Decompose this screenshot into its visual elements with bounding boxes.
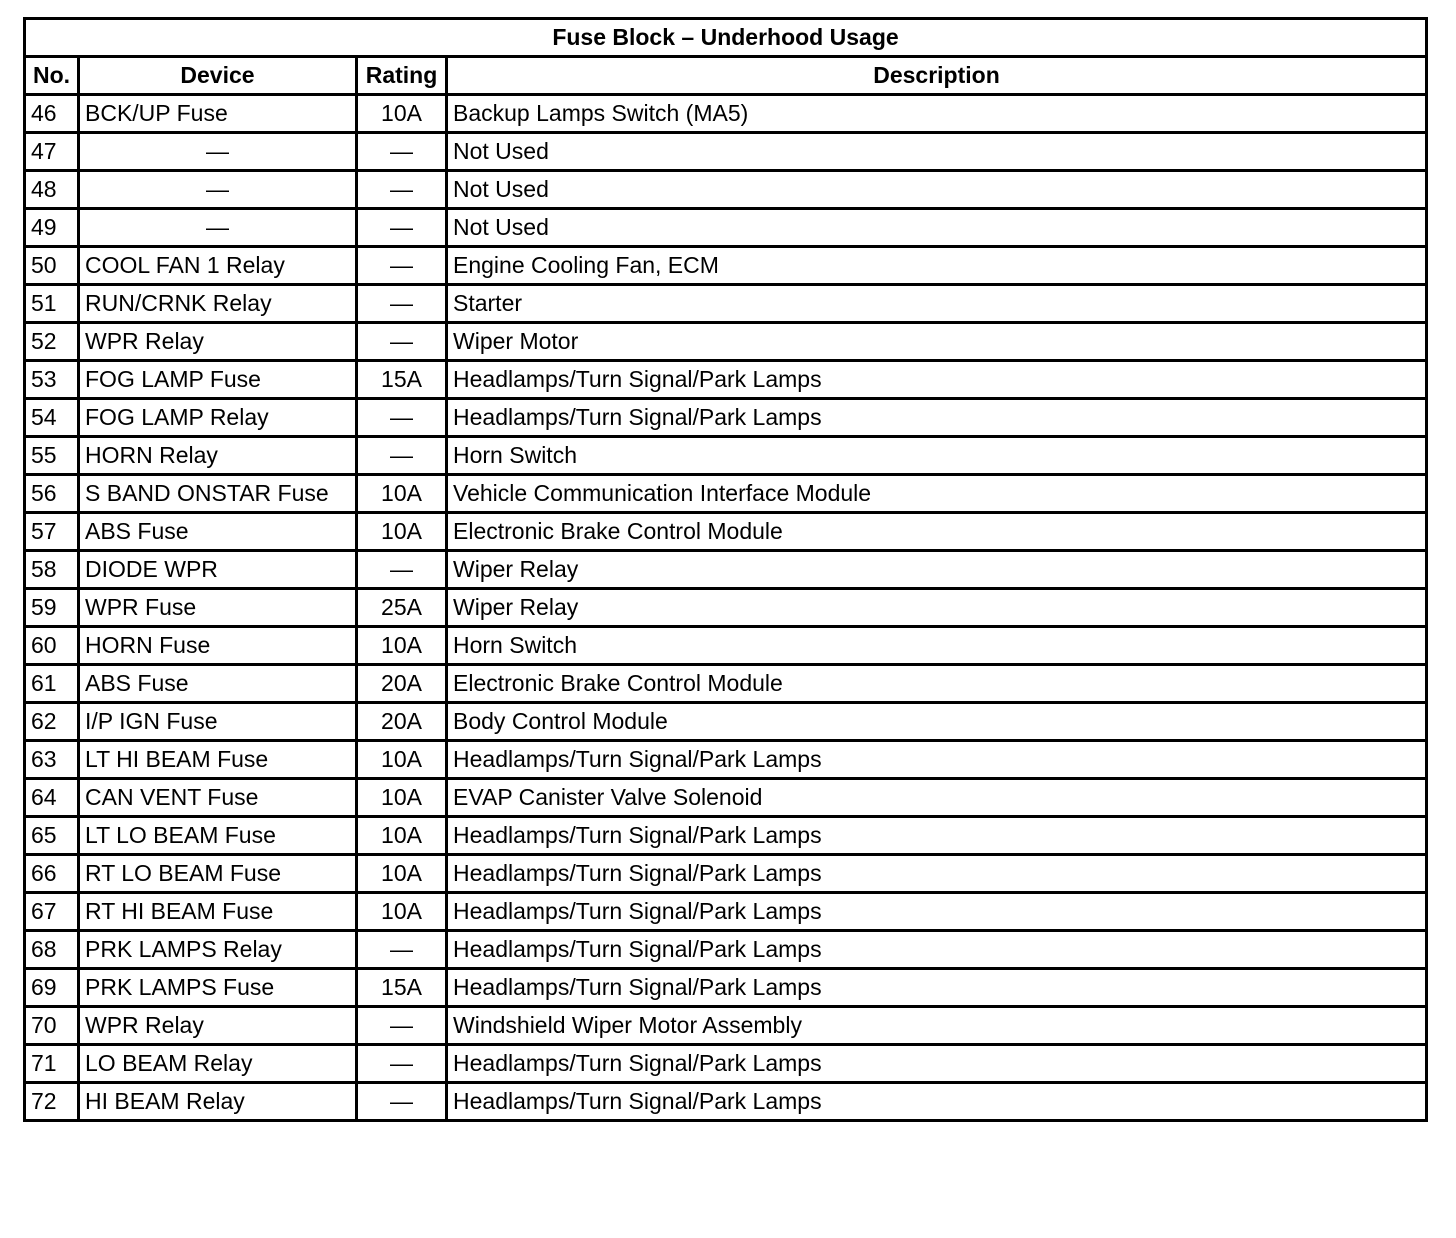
fuse-number-cell: 66 [25,855,79,893]
description-cell: Vehicle Communication Interface Module [447,475,1427,513]
table-row [25,817,1427,855]
table-row [25,247,1427,285]
header-no: No. [25,57,79,95]
description-cell: Headlamps/Turn Signal/Park Lamps [447,931,1427,969]
device-cell: S BAND ONSTAR Fuse [79,475,357,513]
table-row [25,1083,1427,1121]
rating-cell: 10A [357,513,447,551]
table-row [25,627,1427,665]
rating-cell: — [357,209,447,247]
table-row [25,893,1427,931]
table-row [25,209,1427,247]
table-title: Fuse Block – Underhood Usage [25,19,1427,57]
fuse-number-cell: 48 [25,171,79,209]
device-cell: HI BEAM Relay [79,1083,357,1121]
fuse-number-cell: 53 [25,361,79,399]
description-cell: Horn Switch [447,437,1427,475]
fuse-number-cell: 69 [25,969,79,1007]
table-row [25,1045,1427,1083]
header-description: Description [447,57,1427,95]
table-row [25,285,1427,323]
description-cell: Not Used [447,133,1427,171]
description-cell: Headlamps/Turn Signal/Park Lamps [447,893,1427,931]
description-cell: Horn Switch [447,627,1427,665]
fuse-number-cell: 62 [25,703,79,741]
description-cell: Backup Lamps Switch (MA5) [447,95,1427,133]
device-cell: I/P IGN Fuse [79,703,357,741]
table-row [25,133,1427,171]
fuse-number-cell: 57 [25,513,79,551]
fuse-number-cell: 71 [25,1045,79,1083]
description-cell: Electronic Brake Control Module [447,665,1427,703]
description-cell: Headlamps/Turn Signal/Park Lamps [447,1045,1427,1083]
fuse-number-cell: 67 [25,893,79,931]
description-cell: Wiper Relay [447,589,1427,627]
device-cell: RT HI BEAM Fuse [79,893,357,931]
description-cell: Wiper Relay [447,551,1427,589]
table-row [25,475,1427,513]
rating-cell: 20A [357,703,447,741]
fuse-number-cell: 56 [25,475,79,513]
fuse-number-cell: 46 [25,95,79,133]
device-cell: — [79,133,357,171]
device-cell: ABS Fuse [79,665,357,703]
table-row [25,399,1427,437]
rating-cell: 10A [357,817,447,855]
description-cell: Headlamps/Turn Signal/Park Lamps [447,741,1427,779]
device-cell: — [79,209,357,247]
table-row [25,361,1427,399]
table-title-row [25,19,1427,57]
rating-cell: 10A [357,855,447,893]
table-row [25,551,1427,589]
description-cell: Not Used [447,171,1427,209]
device-cell: CAN VENT Fuse [79,779,357,817]
header-rating: Rating [357,57,447,95]
fuse-number-cell: 49 [25,209,79,247]
table-row [25,95,1427,133]
rating-cell: — [357,133,447,171]
table-row [25,779,1427,817]
table-row [25,171,1427,209]
device-cell: PRK LAMPS Fuse [79,969,357,1007]
fuse-number-cell: 52 [25,323,79,361]
device-cell: FOG LAMP Relay [79,399,357,437]
table-row [25,513,1427,551]
rating-cell: 10A [357,627,447,665]
fuse-number-cell: 50 [25,247,79,285]
rating-cell: — [357,1007,447,1045]
description-cell: Headlamps/Turn Signal/Park Lamps [447,855,1427,893]
table-header-row [25,57,1427,95]
rating-cell: — [357,931,447,969]
rating-cell: — [357,323,447,361]
device-cell: HORN Relay [79,437,357,475]
description-cell: Starter [447,285,1427,323]
table-row [25,855,1427,893]
device-cell: DIODE WPR [79,551,357,589]
device-cell: LT HI BEAM Fuse [79,741,357,779]
rating-cell: — [357,1083,447,1121]
device-cell: WPR Relay [79,1007,357,1045]
table-row [25,741,1427,779]
device-cell: ABS Fuse [79,513,357,551]
fuse-block-table [23,17,1428,1122]
table-row [25,437,1427,475]
device-cell: RUN/CRNK Relay [79,285,357,323]
description-cell: EVAP Canister Valve Solenoid [447,779,1427,817]
device-cell: LO BEAM Relay [79,1045,357,1083]
table-row [25,665,1427,703]
description-cell: Engine Cooling Fan, ECM [447,247,1427,285]
description-cell: Headlamps/Turn Signal/Park Lamps [447,817,1427,855]
rating-cell: — [357,171,447,209]
rating-cell: — [357,285,447,323]
description-cell: Windshield Wiper Motor Assembly [447,1007,1427,1045]
fuse-number-cell: 68 [25,931,79,969]
rating-cell: 10A [357,95,447,133]
rating-cell: 20A [357,665,447,703]
rating-cell: — [357,551,447,589]
description-cell: Headlamps/Turn Signal/Park Lamps [447,399,1427,437]
fuse-number-cell: 59 [25,589,79,627]
description-cell: Body Control Module [447,703,1427,741]
fuse-number-cell: 72 [25,1083,79,1121]
device-cell: WPR Relay [79,323,357,361]
table-row [25,969,1427,1007]
device-cell: COOL FAN 1 Relay [79,247,357,285]
rating-cell: 10A [357,779,447,817]
table-row [25,323,1427,361]
fuse-number-cell: 60 [25,627,79,665]
device-cell: WPR Fuse [79,589,357,627]
fuse-number-cell: 51 [25,285,79,323]
rating-cell: 10A [357,893,447,931]
fuse-number-cell: 63 [25,741,79,779]
fuse-number-cell: 64 [25,779,79,817]
description-cell: Not Used [447,209,1427,247]
fuse-number-cell: 55 [25,437,79,475]
table-row [25,1007,1427,1045]
description-cell: Headlamps/Turn Signal/Park Lamps [447,1083,1427,1121]
fuse-number-cell: 70 [25,1007,79,1045]
rating-cell: — [357,399,447,437]
fuse-number-cell: 47 [25,133,79,171]
rating-cell: 15A [357,969,447,1007]
device-cell: BCK/UP Fuse [79,95,357,133]
rating-cell: 10A [357,475,447,513]
fuse-number-cell: 61 [25,665,79,703]
device-cell: PRK LAMPS Relay [79,931,357,969]
device-cell: HORN Fuse [79,627,357,665]
device-cell: FOG LAMP Fuse [79,361,357,399]
rating-cell: 25A [357,589,447,627]
device-cell: — [79,171,357,209]
fuse-number-cell: 65 [25,817,79,855]
table-row [25,703,1427,741]
fuse-number-cell: 58 [25,551,79,589]
rating-cell: — [357,437,447,475]
device-cell: RT LO BEAM Fuse [79,855,357,893]
table-body [25,95,1427,1121]
rating-cell: 10A [357,741,447,779]
rating-cell: — [357,1045,447,1083]
description-cell: Headlamps/Turn Signal/Park Lamps [447,969,1427,1007]
description-cell: Wiper Motor [447,323,1427,361]
table-row [25,931,1427,969]
header-device: Device [79,57,357,95]
fuse-number-cell: 54 [25,399,79,437]
description-cell: Headlamps/Turn Signal/Park Lamps [447,361,1427,399]
table-row [25,589,1427,627]
device-cell: LT LO BEAM Fuse [79,817,357,855]
description-cell: Electronic Brake Control Module [447,513,1427,551]
rating-cell: 15A [357,361,447,399]
rating-cell: — [357,247,447,285]
